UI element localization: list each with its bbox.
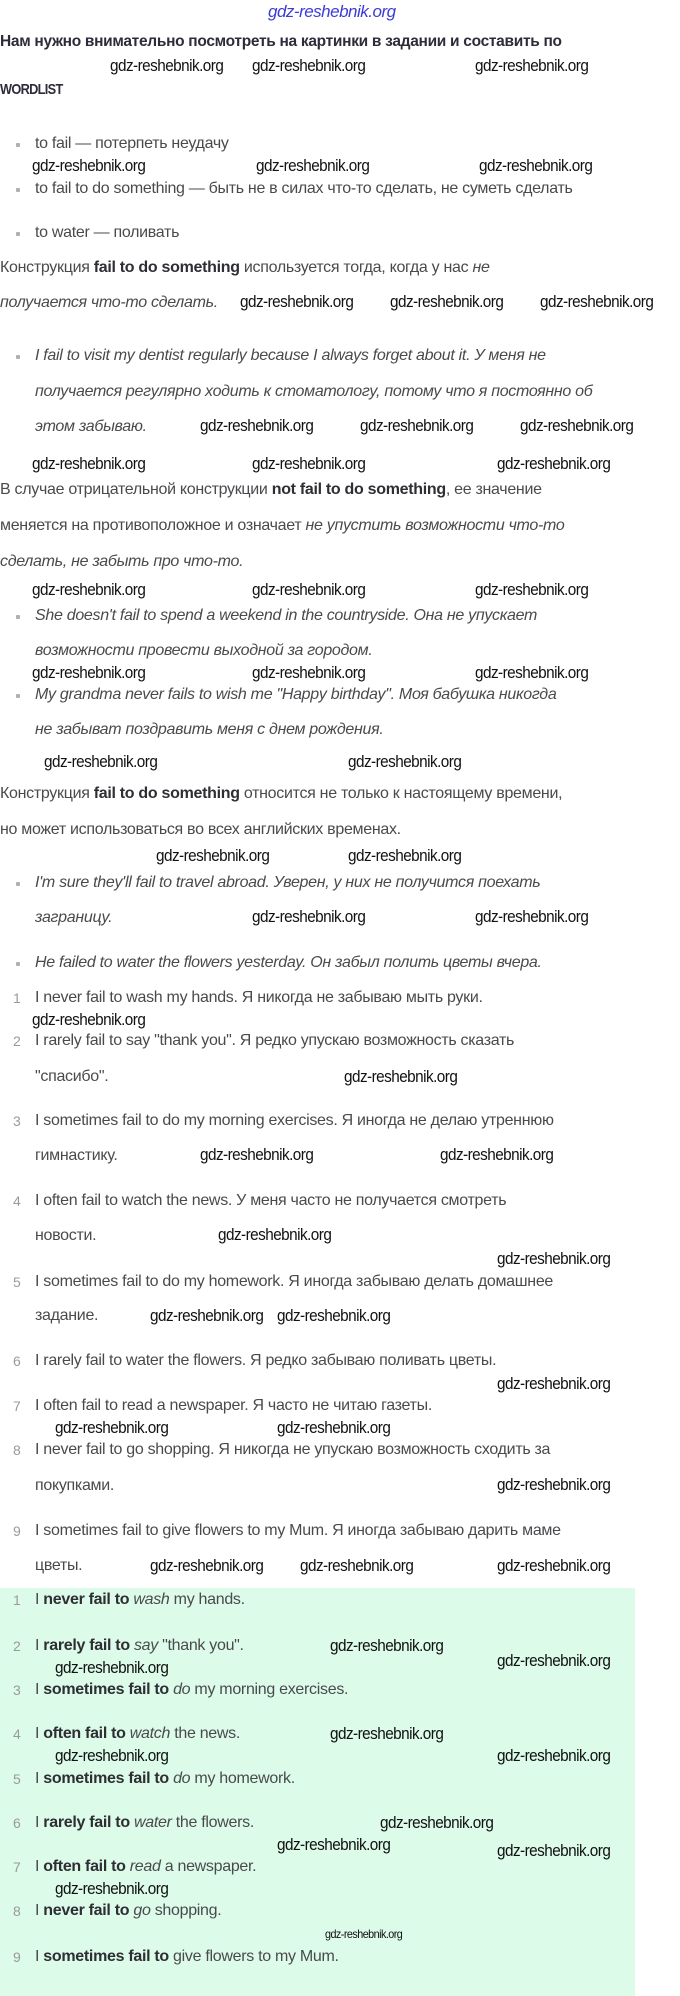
item-number: 7 — [13, 1398, 21, 1414]
italic-phrase: read — [129, 1858, 161, 1875]
bold-phrase: fail to do something — [93, 785, 240, 802]
text-segment: to water — поливать — [35, 224, 180, 241]
watermark-text: gdz-reshebnik.org — [360, 416, 474, 435]
italic-phrase: My grandma never fails to wish me "Happy birthday". Моя бабушка никогда — [35, 686, 557, 703]
text-segment: I — [35, 1902, 44, 1919]
text-segment: a newspaper. — [160, 1858, 257, 1875]
text-segment: my homework. — [190, 1770, 295, 1787]
list-item-continuation — [35, 640, 372, 662]
watermark-text: gdz-reshebnik.org — [380, 1813, 494, 1832]
bold-phrase: fail to do something — [93, 259, 240, 276]
answer-item — [35, 1946, 339, 1968]
site-watermark-top[interactable]: gdz-reshebnik.org — [268, 2, 396, 21]
list-item — [35, 133, 229, 155]
list-item — [35, 178, 573, 200]
text-segment: I sometimes fail to do my morning exercises. Я иногда не делаю утреннюю — [35, 1112, 554, 1129]
watermark-text: gdz-reshebnik.org — [540, 292, 654, 311]
text-segment: the flowers. — [171, 1814, 254, 1831]
answer-number: 5 — [13, 1771, 21, 1787]
watermark-text: gdz-reshebnik.org — [325, 1927, 403, 1941]
text-segment: "thank you". — [157, 1637, 244, 1654]
bullet-icon — [16, 143, 20, 147]
watermark-text: gdz-reshebnik.org — [475, 907, 589, 926]
watermark-text: gdz-reshebnik.org — [440, 1145, 554, 1164]
list-item-continuation — [35, 1305, 98, 1327]
text-segment: используется тогда, когда у нас — [239, 259, 473, 276]
watermark-text: gdz-reshebnik.org — [497, 1475, 611, 1494]
answer-item — [35, 1589, 245, 1611]
bold-phrase: sometimes fail to — [43, 1770, 169, 1787]
numbered-item — [35, 1395, 432, 1417]
watermark-text: gdz-reshebnik.org — [497, 1249, 611, 1268]
bullet-icon — [16, 188, 20, 192]
watermark-text: gdz-reshebnik.org — [330, 1636, 444, 1655]
watermark-text: gdz-reshebnik.org — [348, 846, 462, 865]
watermark-text: gdz-reshebnik.org — [252, 454, 366, 473]
italic-phrase: возможности провести выходной за городом. — [35, 642, 373, 659]
watermark-text: gdz-reshebnik.org — [200, 416, 314, 435]
italic-phrase: go — [133, 1902, 151, 1919]
italic-phrase: do — [173, 1770, 191, 1787]
watermark-text: gdz-reshebnik.org — [150, 1556, 264, 1575]
text-segment: "спасибо". — [35, 1068, 109, 1085]
bold-phrase: never fail to — [43, 1902, 130, 1919]
list-item-continuation — [35, 1145, 118, 1167]
italic-phrase: I'm sure they'll fail to travel abroad. Уверен, у них не получится поехать — [35, 874, 541, 891]
answer-item — [35, 1768, 295, 1790]
watermark-text: gdz-reshebnik.org — [497, 1841, 611, 1860]
bold-phrase: sometimes fail to — [43, 1948, 169, 1965]
text-segment: I sometimes fail to give flowers to my Mum. Я иногда забываю дарить маме — [35, 1522, 561, 1539]
item-number: 1 — [13, 990, 21, 1006]
list-item — [35, 222, 179, 244]
list-item — [35, 345, 546, 367]
watermark-text: gdz-reshebnik.org — [277, 1835, 391, 1854]
text-segment: задание. — [35, 1307, 99, 1324]
watermark-text: gdz-reshebnik.org — [32, 1010, 146, 1029]
text-segment: I — [35, 1770, 44, 1787]
bold-phrase: rarely fail to — [43, 1637, 130, 1654]
list-item-continuation — [35, 1555, 82, 1577]
watermark-text: gdz-reshebnik.org — [300, 1556, 414, 1575]
watermark-text: gdz-reshebnik.org — [252, 663, 366, 682]
italic-phrase: He failed to water the flowers yesterday. Он забыл полить цветы вчера. — [35, 954, 542, 971]
text-segment: Нам нужно внимательно посмотреть на картинки в задании и составить по — [0, 33, 562, 50]
watermark-text: gdz-reshebnik.org — [252, 580, 366, 599]
numbered-item — [35, 987, 483, 1009]
text-segment: to fail — потерпеть неудачу — [35, 135, 229, 152]
watermark-text: gdz-reshebnik.org — [150, 1306, 264, 1325]
numbered-item — [35, 1439, 550, 1461]
text-segment: но может использоваться во всех английских временах. — [0, 821, 401, 838]
text-segment: гимнастику. — [35, 1147, 118, 1164]
watermark-text: gdz-reshebnik.org — [240, 292, 354, 311]
watermark-text: gdz-reshebnik.org — [32, 580, 146, 599]
watermark-text: gdz-reshebnik.org — [218, 1225, 332, 1244]
text-segment: Конструкция — [0, 785, 94, 802]
answer-number: 2 — [13, 1638, 21, 1654]
bold-phrase: sometimes fail to — [43, 1681, 169, 1698]
bold-phrase: not fail to do something — [271, 481, 446, 498]
watermark-text: gdz-reshebnik.org — [277, 1306, 391, 1325]
watermark-text: gdz-reshebnik.org — [55, 1418, 169, 1437]
text-segment: новости. — [35, 1227, 97, 1244]
answer-number: 1 — [13, 1592, 21, 1608]
bold-phrase: often fail to — [43, 1858, 126, 1875]
text-segment: меняется на противоположное и означает — [0, 517, 306, 534]
bullet-icon — [16, 882, 20, 886]
list-item-continuation — [35, 1066, 108, 1088]
text-segment: Конструкция — [0, 259, 94, 276]
watermark-text: gdz-reshebnik.org — [497, 1651, 611, 1670]
paragraph-line — [0, 479, 542, 501]
answer-item — [35, 1679, 348, 1701]
list-item — [35, 605, 537, 627]
watermark-text: gdz-reshebnik.org — [55, 1746, 169, 1765]
watermark-text: gdz-reshebnik.org — [479, 156, 593, 175]
text-segment: I never fail to wash my hands. Я никогда не забываю мыть руки. — [35, 989, 483, 1006]
list-item-continuation — [35, 381, 592, 403]
watermark-text: gdz-reshebnik.org — [344, 1067, 458, 1086]
bullet-icon — [16, 355, 20, 359]
bold-phrase: often fail to — [43, 1725, 126, 1742]
wordlist-title — [0, 79, 63, 101]
watermark-text: gdz-reshebnik.org — [390, 292, 504, 311]
paragraph-line — [0, 257, 490, 279]
numbered-item — [35, 1030, 514, 1052]
text-segment: I often fail to watch the news. У меня часто не получается смотреть — [35, 1192, 507, 1209]
text-segment: цветы. — [35, 1557, 83, 1574]
watermark-text: gdz-reshebnik.org — [475, 663, 589, 682]
paragraph-line — [0, 819, 401, 841]
watermark-text: gdz-reshebnik.org — [520, 416, 634, 435]
text-segment: my hands. — [169, 1591, 245, 1608]
bullet-icon — [16, 962, 20, 966]
watermark-text: gdz-reshebnik.org — [348, 752, 462, 771]
answer-item — [35, 1635, 244, 1657]
numbered-item — [35, 1350, 496, 1372]
watermark-text: gdz-reshebnik.org — [497, 1746, 611, 1765]
text-segment: I sometimes fail to do my homework. Я иногда забываю делать домашнее — [35, 1273, 554, 1290]
watermark-text: gdz-reshebnik.org — [277, 1418, 391, 1437]
text-segment: I — [35, 1591, 44, 1608]
text-segment: the news. — [170, 1725, 241, 1742]
paragraph-line — [0, 515, 564, 537]
watermark-text: gdz-reshebnik.org — [110, 56, 224, 75]
numbered-item — [35, 1520, 561, 1542]
italic-phrase: сделать, не забыть про что-то. — [0, 553, 244, 570]
watermark-text: gdz-reshebnik.org — [55, 1879, 169, 1898]
text-segment: I — [35, 1814, 44, 1831]
watermark-text: gdz-reshebnik.org — [252, 56, 366, 75]
text-segment: I never fail to go shopping. Я никогда не упускаю возможность сходить за — [35, 1441, 551, 1458]
italic-phrase: этом забываю. — [35, 418, 147, 435]
italic-phrase: water — [133, 1814, 172, 1831]
italic-phrase: не упустить возможности что-то — [305, 517, 565, 534]
watermark-text: gdz-reshebnik.org — [330, 1724, 444, 1743]
list-item — [35, 684, 556, 706]
numbered-item — [35, 1271, 553, 1293]
numbered-item — [35, 1190, 506, 1212]
italic-phrase: do — [173, 1681, 191, 1698]
bold-phrase: never fail to — [43, 1591, 130, 1608]
text-segment: I — [35, 1637, 44, 1654]
italic-phrase: wash — [133, 1591, 170, 1608]
answer-number: 3 — [13, 1682, 21, 1698]
watermark-text: gdz-reshebnik.org — [32, 454, 146, 473]
watermark-text: gdz-reshebnik.org — [44, 752, 158, 771]
answer-item — [35, 1856, 256, 1878]
list-item-continuation — [35, 907, 112, 929]
answer-number: 9 — [13, 1949, 21, 1965]
paragraph-line — [0, 292, 218, 314]
italic-phrase: получается регулярно ходить к стоматологу, потому что я постоянно об — [35, 383, 593, 400]
text-segment: shopping. — [150, 1902, 222, 1919]
watermark-text: gdz-reshebnik.org — [497, 1556, 611, 1575]
italic-phrase: получается что-то сделать. — [0, 294, 218, 311]
list-item — [35, 872, 540, 894]
text-segment: give flowers to my Mum. — [168, 1948, 339, 1965]
text-segment: I rarely fail to water the flowers. Я редко забываю поливать цветы. — [35, 1352, 497, 1369]
item-number: 9 — [13, 1523, 21, 1539]
bullet-icon — [16, 615, 20, 619]
watermark-text: gdz-reshebnik.org — [200, 1145, 314, 1164]
text-segment: I — [35, 1725, 44, 1742]
answer-item — [35, 1900, 221, 1922]
text-segment: относится не только к настоящему времени, — [239, 785, 563, 802]
page-heading — [0, 31, 562, 53]
answer-number: 8 — [13, 1903, 21, 1919]
watermark-text: gdz-reshebnik.org — [252, 907, 366, 926]
paragraph-line — [0, 783, 562, 805]
watermark-text: gdz-reshebnik.org — [497, 1374, 611, 1393]
answer-number: 6 — [13, 1815, 21, 1831]
text-segment: покупками. — [35, 1477, 115, 1494]
text-segment: my morning exercises. — [190, 1681, 349, 1698]
list-item — [35, 952, 542, 974]
list-item-continuation — [35, 1475, 114, 1497]
answer-item — [35, 1812, 254, 1834]
watermark-text: gdz-reshebnik.org — [475, 56, 589, 75]
item-number: 3 — [13, 1113, 21, 1129]
numbered-item — [35, 1110, 554, 1132]
watermark-text: gdz-reshebnik.org — [32, 156, 146, 175]
bullet-icon — [16, 232, 20, 236]
text-segment: to fail to do something — быть не в силах что-то сделать, не суметь сделать — [35, 180, 573, 197]
italic-phrase: не забыват поздравить меня с днем рождения. — [35, 721, 384, 738]
item-number: 6 — [13, 1353, 21, 1369]
answer-number: 7 — [13, 1859, 21, 1875]
watermark-text: gdz-reshebnik.org — [156, 846, 270, 865]
watermark-text: gdz-reshebnik.org — [32, 663, 146, 682]
paragraph-line — [0, 551, 243, 573]
italic-phrase: watch — [129, 1725, 171, 1742]
answer-number: 4 — [13, 1726, 21, 1742]
list-item-continuation — [35, 416, 147, 438]
text-segment: WORDLIST — [0, 81, 63, 98]
watermark-text: gdz-reshebnik.org — [497, 454, 611, 473]
item-number: 2 — [13, 1033, 21, 1049]
item-number: 5 — [13, 1274, 21, 1290]
text-segment: I rarely fail to say "thank you". Я редко упускаю возможность сказать — [35, 1032, 515, 1049]
watermark-text: gdz-reshebnik.org — [475, 580, 589, 599]
italic-phrase: say — [133, 1637, 158, 1654]
text-segment: I — [35, 1948, 44, 1965]
bullet-icon — [16, 694, 20, 698]
watermark-text: gdz-reshebnik.org — [55, 1658, 169, 1677]
text-segment: I — [35, 1681, 44, 1698]
text-segment: I — [35, 1858, 44, 1875]
watermark-text: gdz-reshebnik.org — [256, 156, 370, 175]
item-number: 4 — [13, 1193, 21, 1209]
italic-phrase: не — [472, 259, 490, 276]
italic-phrase: I fail to visit my dentist regularly because I always forget about it. У меня не — [35, 347, 546, 364]
text-segment: , ее значение — [445, 481, 542, 498]
text-segment: I often fail to read a newspaper. Я часто не читаю газеты. — [35, 1397, 432, 1414]
item-number: 8 — [13, 1442, 21, 1458]
text-segment: В случае отрицательной конструкции — [0, 481, 272, 498]
answer-item — [35, 1723, 240, 1745]
list-item-continuation — [35, 1225, 96, 1247]
list-item-continuation — [35, 719, 384, 741]
bold-phrase: rarely fail to — [43, 1814, 130, 1831]
italic-phrase: заграницу. — [35, 909, 113, 926]
italic-phrase: She doesn't fail to spend a weekend in the countryside. Она не упускает — [35, 607, 538, 624]
